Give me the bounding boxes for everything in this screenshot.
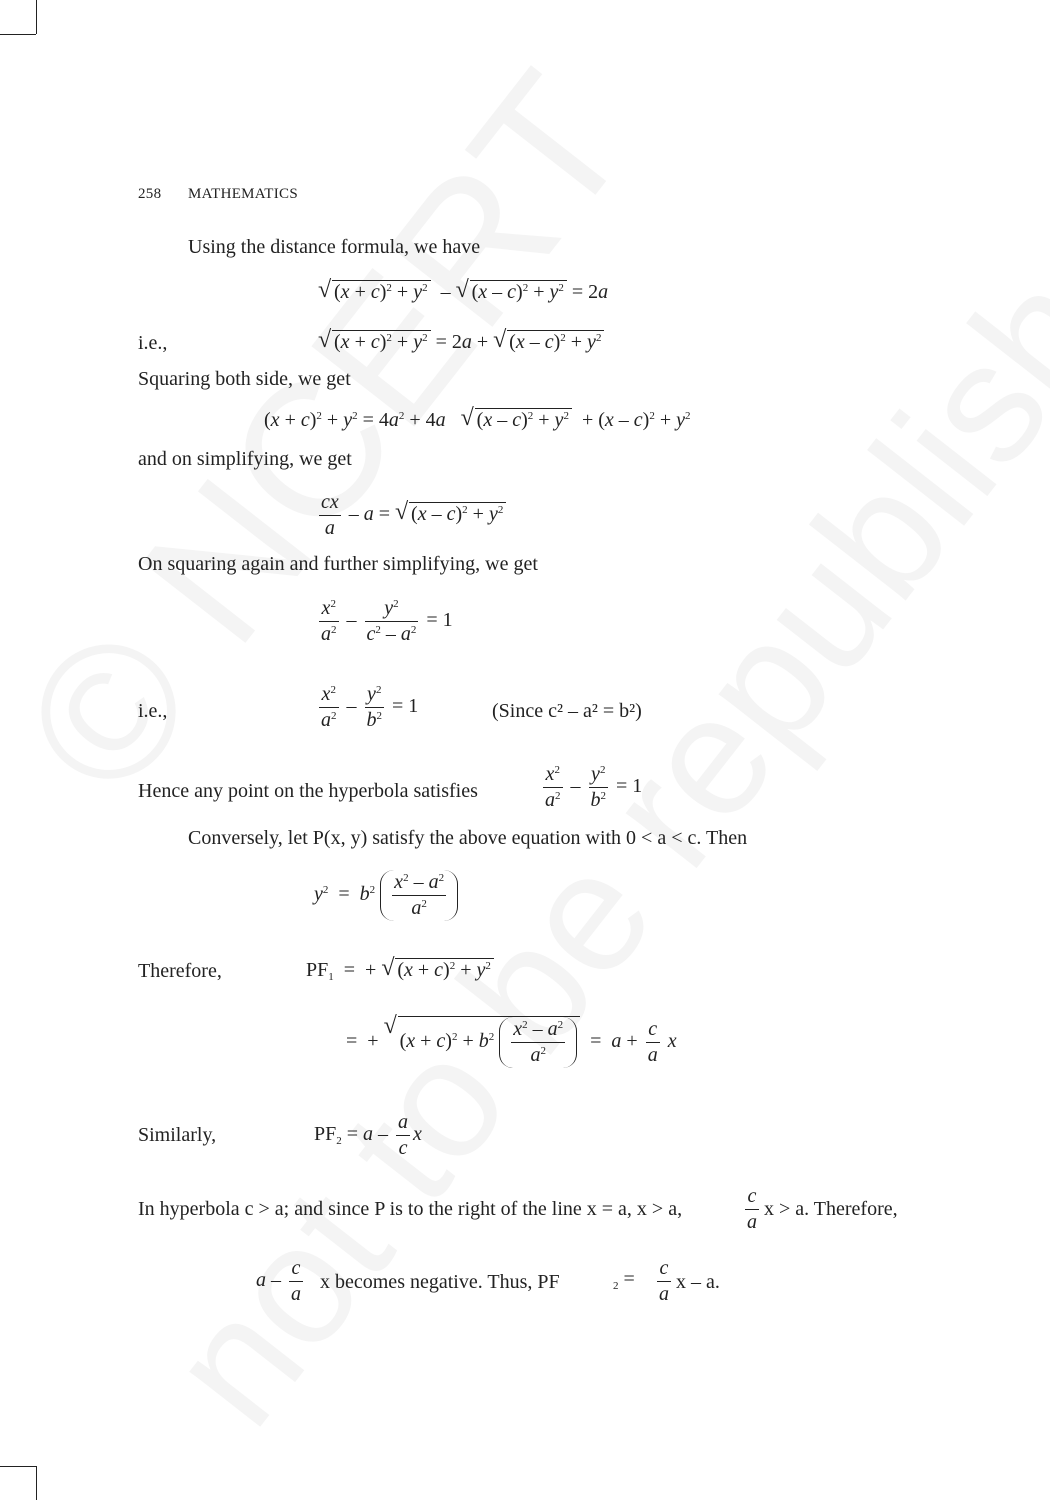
label: i.e., bbox=[138, 700, 168, 722]
label: Similarly, bbox=[138, 1124, 217, 1146]
equation: $\frac{x^2}{a^2}$ – $\frac{y^2}{c^2 - a^2}$ = 1 bbox=[321, 597, 453, 645]
equation: $\frac{c}{a}$ bbox=[747, 1185, 757, 1233]
paragraph: In hyperbola c > a; and since P is to the right of the line x = a, x > a, bbox=[138, 1198, 683, 1220]
equation: $(x + c)^2 + y^2 = 4a^2 + 4a$ √ $(x - c)^2 + y^2 + (x - c)^2 + y^2$ bbox=[264, 408, 691, 432]
equation: $\frac{x^2}{a^2}$ – $\frac{y^2}{b^2}$ = 1 bbox=[321, 683, 419, 731]
paragraph: On squaring again and further simplifying, we get bbox=[138, 553, 538, 575]
note: (Since c² – a² = b²) bbox=[492, 700, 642, 722]
crop-mark bbox=[0, 34, 36, 35]
paragraph: x – a. bbox=[676, 1271, 720, 1293]
equation: $PF_1$ = + √ $(x + c)^2 + y^2$ bbox=[306, 958, 494, 982]
paragraph: x becomes negative. Thus, PF bbox=[320, 1271, 560, 1293]
paragraph: Using the distance formula, we have bbox=[188, 236, 481, 258]
paragraph: x > a. Therefore, bbox=[764, 1198, 898, 1220]
equation: $\frac{cx}{a}$ – a = √ $(x - c)^2 + y^2$ bbox=[316, 490, 506, 541]
equation: $\frac{x^2}{a^2}$ – $\frac{y^2}{b^2}$ = 1 bbox=[545, 763, 643, 811]
paragraph: Hence any point on the hyperbola satisfies bbox=[138, 780, 478, 802]
equation: a – $\frac{c}{a}$ bbox=[256, 1257, 301, 1305]
equation: $_2$ = bbox=[613, 1268, 635, 1292]
equation: = + √ $(x + c)^2 + b^2$ $\frac{x^2 - a^2}{a^2}$ = a + $\frac{c}{a}$ x bbox=[346, 1016, 677, 1068]
equation: $\frac{c}{a}$ bbox=[659, 1257, 669, 1305]
label: Therefore, bbox=[138, 960, 222, 982]
running-title: MATHEMATICS bbox=[188, 186, 298, 202]
crop-mark bbox=[0, 1466, 36, 1467]
paragraph: Squaring both side, we get bbox=[138, 368, 351, 390]
equation: √ $(x + c)^2 + y^2$ – √ $(x - c)^2 + y^2 = 2a$ bbox=[318, 280, 608, 304]
paragraph: Conversely, let P(x, y) satisfy the above equation with 0 < a < c. Then bbox=[188, 827, 748, 849]
page-number: 258 bbox=[138, 186, 162, 202]
crop-mark bbox=[36, 0, 37, 34]
paragraph: and on simplifying, we get bbox=[138, 448, 352, 470]
equation: $PF_2 = a$ – $\frac{a}{c}$ x bbox=[314, 1111, 422, 1159]
equation: $y^2 = b^2$ $\frac{x^2 - a^2}{a^2}$ bbox=[314, 870, 458, 921]
equation: √ $(x + c)^2 + y^2 = 2a$ + √ $(x - c)^2 + y^2$ bbox=[318, 330, 604, 354]
label: i.e., bbox=[138, 332, 168, 354]
crop-mark bbox=[36, 1466, 37, 1500]
